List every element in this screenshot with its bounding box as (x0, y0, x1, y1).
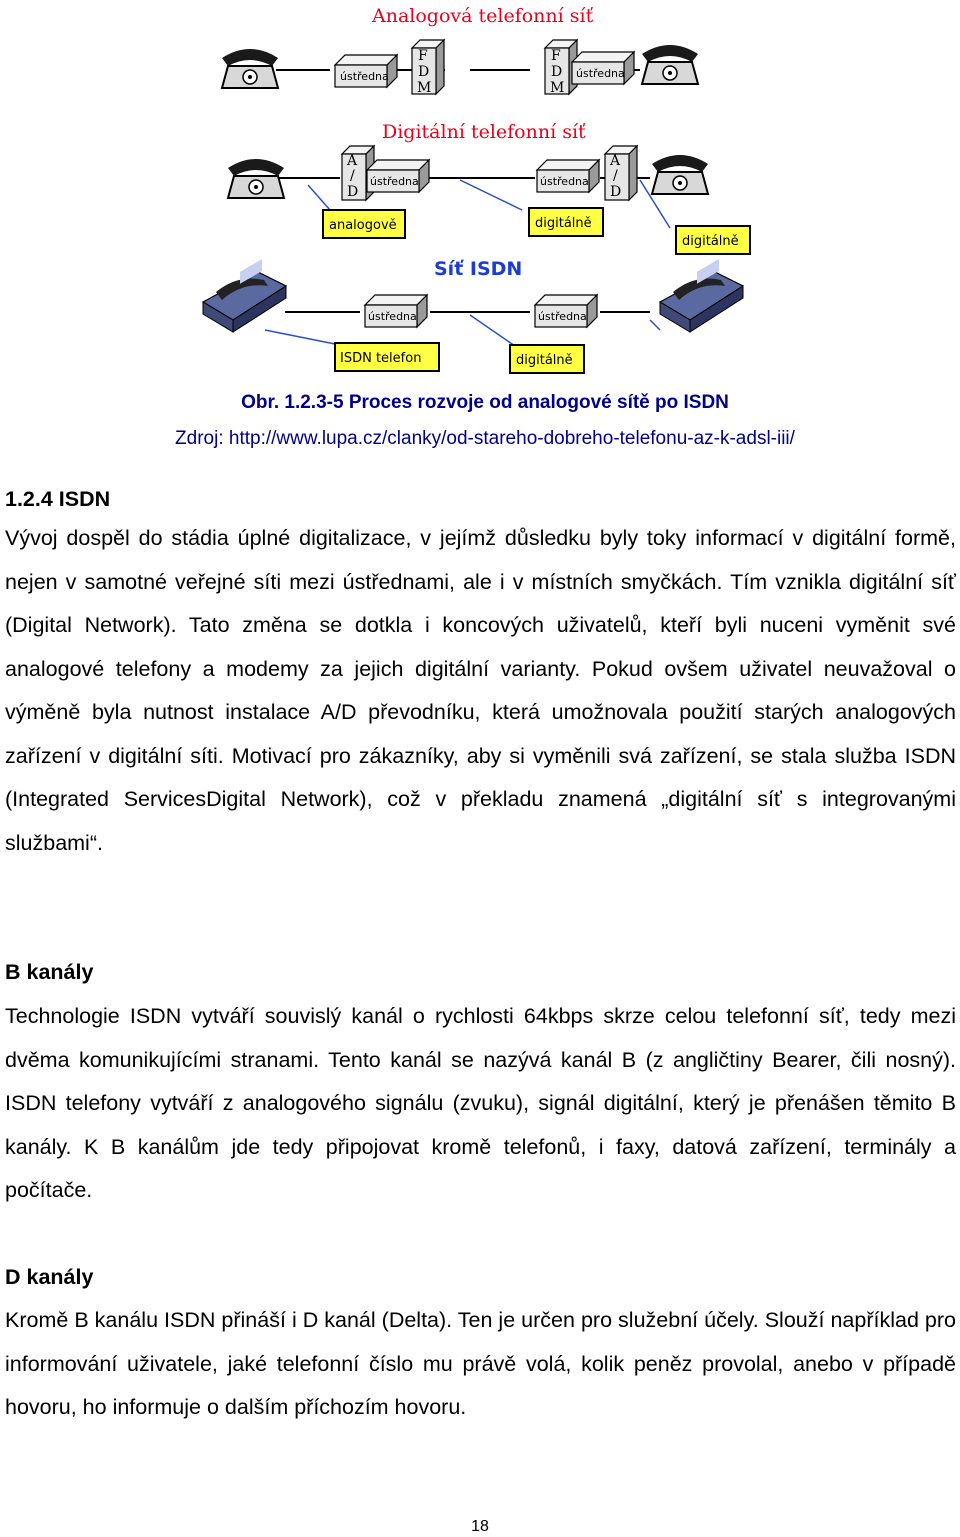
svg-text:D: D (418, 64, 430, 80)
section-heading-d-channels: D kanály (5, 1265, 94, 1289)
analog-phone-icon (642, 45, 698, 84)
svg-text:F: F (418, 48, 428, 64)
svg-text:/: / (613, 168, 618, 184)
figure-title-analog: Analogová telefonní síť (372, 5, 594, 27)
figure-caption: Obr. 1.2.3-5 Proces rozvoje od analogové sítě po ISDN (241, 392, 729, 413)
svg-text:/: / (350, 168, 355, 184)
tag-analog: analogově (329, 218, 397, 233)
tag-digital: digitálně (516, 353, 573, 368)
figure-title-isdn: Síť ISDN (434, 258, 523, 280)
tag-digital: digitálně (535, 216, 592, 231)
tag-isdn-phone: ISDN telefon (340, 351, 422, 366)
network-evolution-diagram (190, 0, 790, 385)
section-body-d-channels (5, 1299, 956, 1430)
svg-text:F: F (551, 48, 561, 64)
section-body-b-channels (5, 995, 956, 1213)
paragraph: Vývoj dospěl do stádia úplné digitalizace, v jejímž důsledku byly toky informací v digitální formě, nejen v samotné veřejné síti mezi ústřednami, ale i v místních smyčkách. Tím vznikla digitální síť (Digital Network). Tato změna se dotkla i koncových uživatelů, kteří byli nuceni vyměnit své analogové telefony a modemy za jejich digitální varianty. Pokud ovšem uživatel neuvažoval o výměně byla nutnost instalace A/D převodníku, která umožnovala použití starých analogových zařízení v digitální síti. Motivací pro zákazníky, aby si vyměnili svá zařízení, se stala služba ISDN (Integrated ServicesDigital Network), což v překladu znamená „digitální síť s integrovanými službami“. (5, 526, 956, 855)
isdn-phone-icon (203, 259, 286, 332)
svg-text:D: D (551, 64, 563, 80)
isdn-phone-icon (660, 259, 743, 332)
svg-text:M: M (417, 80, 432, 96)
analog-phone-icon (222, 49, 278, 88)
svg-text:A: A (610, 153, 621, 169)
exchange-label: ústředna (340, 70, 389, 83)
paragraph: Technologie ISDN vytváří souvislý kanál o rychlosti 64kbps skrze celou telefonní síť, tedy mezi dvěma komunikujícími stranami. Tento kanál se nazývá kanál B (z angličtiny Bearer, čili nosný). ISDN telefony vytváří z analogového signálu (zvuku), signál digitální, který je přenášen těmito B kanály. K B kanálům jde tedy připojovat kromě telefonů, i faxy, datová zařízení, terminály a počítače. (5, 1004, 956, 1202)
tag-digital: digitálně (682, 234, 739, 249)
page-number: 18 (471, 1518, 489, 1535)
section-heading-b-channels: B kanály (5, 960, 94, 984)
exchange-label: ústředna (540, 175, 589, 188)
paragraph: Kromě B kanálu ISDN přináší i D kanál (Delta). Ten je určen pro služební účely. Slouží například pro informování uživatele, jaké telefonní číslo mu právě volá, kolik peněz provolal, anebo v případě hovoru, ho informuje o dalším příchozím hovoru. (5, 1308, 956, 1419)
exchange-label: ústředna (538, 310, 587, 323)
exchange-label: ústředna (576, 67, 625, 80)
analog-phone-icon (228, 159, 284, 198)
svg-text:D: D (610, 184, 622, 200)
svg-text:D: D (347, 184, 359, 200)
svg-text:A: A (347, 153, 358, 169)
section-heading-isdn: 1.2.4 ISDN (5, 487, 111, 511)
analog-phone-icon (652, 155, 708, 194)
exchange-label: ústředna (368, 310, 417, 323)
section-body-isdn (5, 517, 956, 865)
figure-source: Zdroj: http://www.lupa.cz/clanky/od-stareho-dobreho-telefonu-az-k-adsl-iii/ (175, 428, 795, 449)
figure-title-digital: Digitální telefonní síť (382, 121, 586, 143)
svg-text:M: M (550, 80, 565, 96)
exchange-label: ústředna (370, 175, 419, 188)
